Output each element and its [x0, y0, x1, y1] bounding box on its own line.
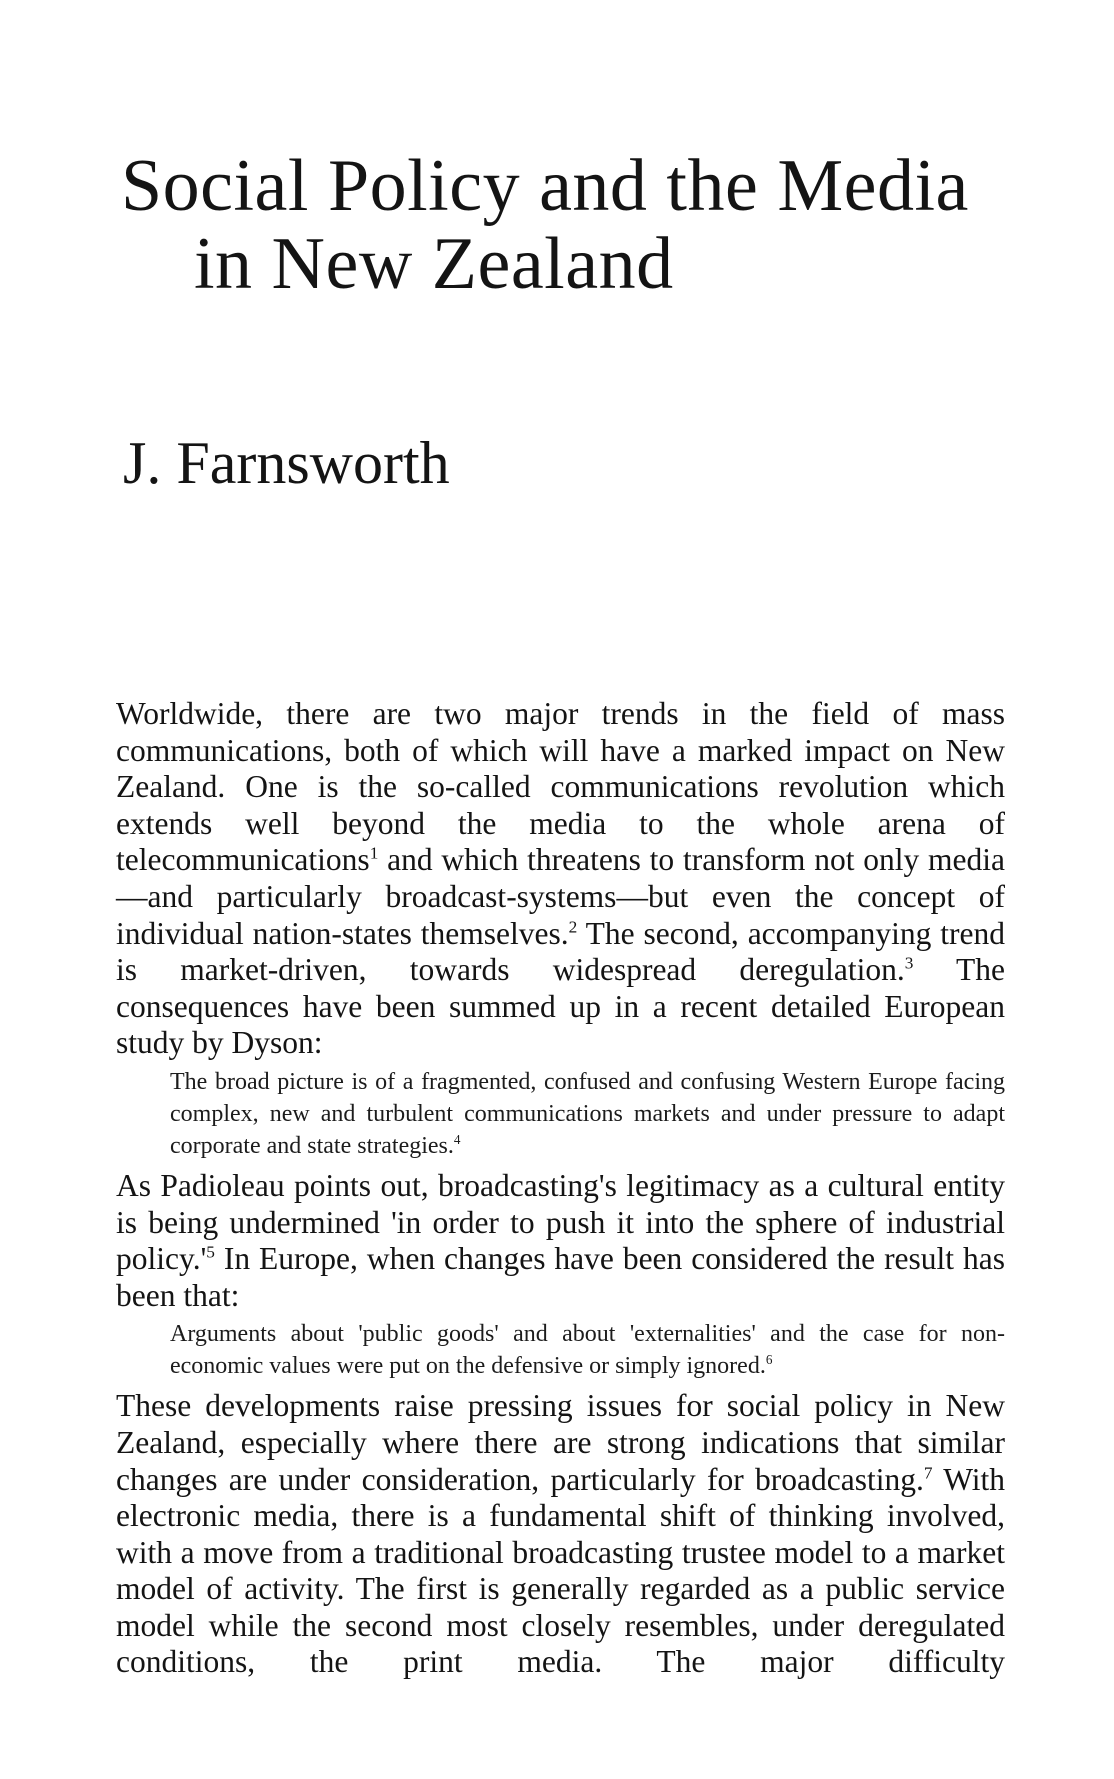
paragraph-text: The consequences have been summed up in a recent detailed European study by Dyson:	[116, 952, 1005, 1061]
footnote-ref: 1	[369, 843, 379, 863]
paragraph-text: These developments raise pressing issues for social policy in New Zealand, especially where there are strong indications that similar changes are under consideration, particularly for broadcasting.	[116, 1388, 1005, 1497]
article-body	[116, 696, 1005, 1681]
article-title	[121, 145, 969, 305]
quote-text: The broad picture is of a fragmented, confused and confusing Western Europe facing complex, new and turbulent communications markets and under pressure to adapt corporate and state strategies.	[170, 1068, 1005, 1159]
paragraph-text: As Padioleau points out, broadcasting's legitimacy as a cultural entity is being undermined 'in order to push it into the sphere of industrial policy.'	[116, 1167, 1005, 1277]
paragraph-text: With electronic media, there is a fundamental shift of thinking involved, with a move from a traditional broadcasting trustee model to a market model of activity. The first is generally regarded as a public service model while the second most closely resembles, under deregulated conditions, the print media. The major difficulty	[116, 1461, 1005, 1680]
footnote-ref: 7	[923, 1463, 933, 1482]
footnote-ref: 2	[568, 917, 578, 937]
title-line-1: Social Policy and the Media	[121, 145, 969, 227]
paragraph-text: The second, accompanying trend is market-driven, towards widespread deregulation.	[116, 915, 1005, 988]
footnote-ref: 6	[765, 1352, 773, 1368]
footnote-ref: 4	[453, 1131, 461, 1147]
title-line-2: in New Zealand	[194, 222, 674, 305]
body-paragraph	[116, 1168, 1005, 1314]
quote-text: Arguments about 'public goods' and about 'externalities' and the case for non-economic values were put on the defensive or simply ignored.	[170, 1321, 1005, 1380]
body-paragraph	[116, 1388, 1005, 1681]
footnote-ref: 3	[904, 953, 914, 973]
paragraph-text: and which threatens to transform not only media—and particularly broadcast-systems—but even the concept of individual nation-states themselves.	[116, 842, 1005, 951]
footnote-ref: 5	[206, 1242, 215, 1262]
block-quote	[170, 1318, 1005, 1382]
paragraph-text: Worldwide, there are two major trends in the field of mass communications, both of which will have a marked impact on New Zealand. One is the so-called communications revolution which extends well beyond the media to the whole arena of telecommunications	[116, 696, 1005, 878]
paragraph-text: In Europe, when changes have been considered the result has been that:	[116, 1241, 1005, 1313]
block-quote	[170, 1066, 1005, 1162]
author-name: J. Farnsworth	[123, 430, 450, 496]
body-paragraph	[116, 696, 1005, 1062]
